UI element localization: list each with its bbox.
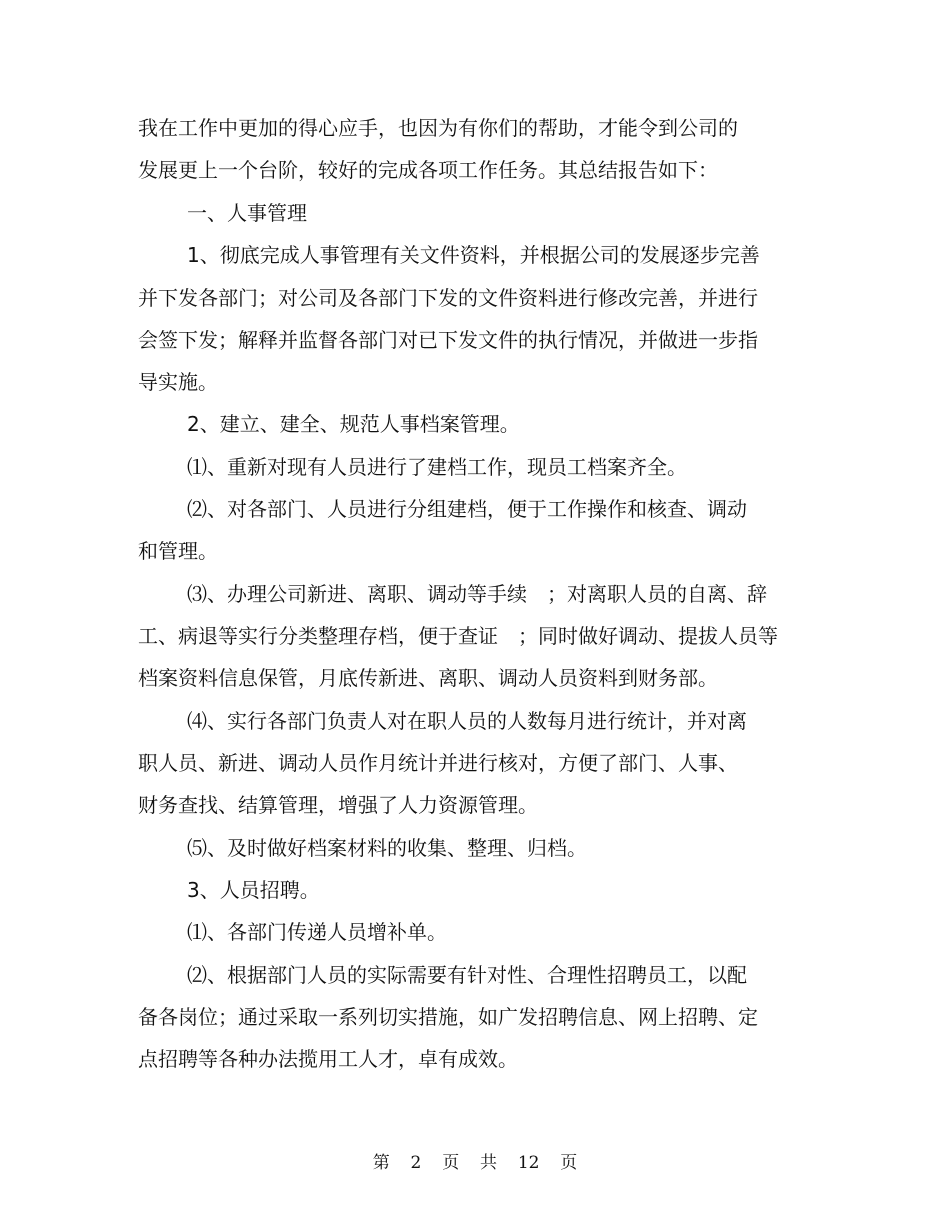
text-line: 会签下发；解释并监督各部门对已下发文件的执行情况，并做进一步指 <box>138 328 758 352</box>
text-line: ⑴、各部门传递人员增补单。 <box>187 920 447 944</box>
text-line: 工、病退等实行分类整理存档，便于查证 ；同时做好调动、提拔人员等 <box>138 624 778 648</box>
text-line: ⑵、根据部门人员的实际需要有针对性、合理性招聘员工，以配 <box>187 963 747 987</box>
text-line: ⑵、对各部门、人员进行分组建档，便于工作操作和核查、调动 <box>187 497 747 521</box>
text-line: 职人员、新进、调动人员作月统计并进行核对，方便了部门、人事、 <box>138 751 738 775</box>
text-line: 财务查找、结算管理，增强了人力资源管理。 <box>138 793 538 817</box>
footer-gong: 共 <box>480 1153 497 1173</box>
text-line: 1、彻底完成人事管理有关文件资料，并根据公司的发展逐步完善 <box>187 243 760 267</box>
text-line: 3、人员招聘。 <box>187 878 320 902</box>
text-line: 并下发各部门；对公司及各部门下发的文件资料进行修改完善，并进行 <box>138 286 758 310</box>
text-line: ⑷、实行各部门负责人对在职人员的人数每月进行统计，并对离 <box>187 709 747 733</box>
text-line: 档案资料信息保管，月底传新进、离职、调动人员资料到财务部。 <box>138 666 718 690</box>
text-line: 和管理。 <box>138 539 218 563</box>
text-line: 导实施。 <box>138 370 218 394</box>
text-line: 我在工作中更加的得心应手，也因为有你们的帮助，才能令到公司的 <box>138 116 738 140</box>
page-footer <box>0 1150 950 1176</box>
current-page-number: 2 <box>410 1153 422 1173</box>
text-line: 备各岗位；通过采取一系列切实措施，如广发招聘信息、网上招聘、定 <box>138 1005 758 1029</box>
footer-di: 第 <box>372 1153 390 1173</box>
text-line: 点招聘等各种办法揽用工人才，卓有成效。 <box>138 1047 518 1071</box>
footer-ye: 页 <box>442 1153 460 1173</box>
text-line: ⑶、办理公司新进、离职、调动等手续 ；对离职人员的自离、辞 <box>187 582 767 606</box>
text-line: ⑸、及时做好档案材料的收集、整理、归档。 <box>187 836 587 860</box>
section-heading: 一、人事管理 <box>187 201 307 225</box>
footer-ye2: 页 <box>560 1153 578 1173</box>
text-line: 发展更上一个台阶，较好的完成各项工作任务。其总结报告如下： <box>138 158 718 182</box>
text-line: ⑴、重新对现有人员进行了建档工作，现员工档案齐全。 <box>187 455 687 479</box>
total-pages: 12 <box>517 1153 540 1173</box>
text-line: 2、建立、建全、规范人事档案管理。 <box>187 412 520 436</box>
